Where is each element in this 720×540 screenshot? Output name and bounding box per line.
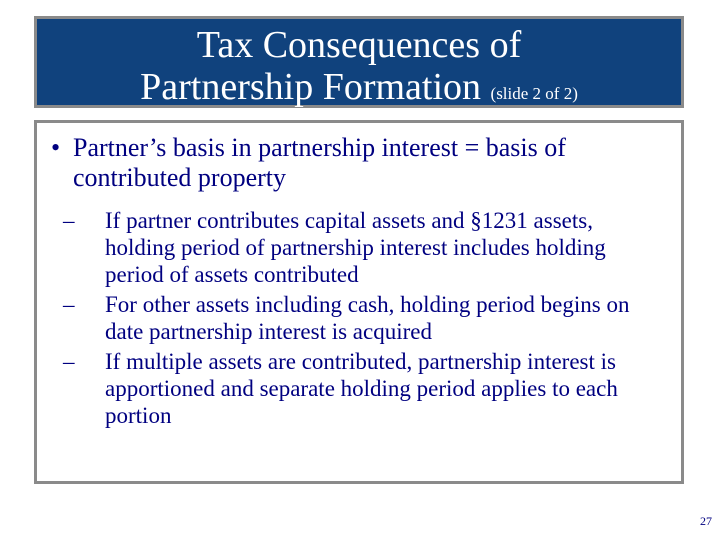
- sub-bullet-marker: –: [63, 208, 75, 233]
- sub-bullet-list: [63, 207, 663, 432]
- sub-bullet-item: [63, 291, 663, 345]
- sub-bullet-marker: –: [63, 349, 75, 374]
- page-number: 27: [700, 514, 712, 528]
- sub-bullet-text: If multiple assets are contributed, partnership interest is apportioned and separate holding period applies to each portion: [105, 349, 618, 428]
- main-bullet-text: Partner’s basis in partnership interest = basis of contributed property: [73, 133, 566, 192]
- slide-body-box: [34, 120, 684, 484]
- slide-title-suffix: (slide 2 of 2): [490, 84, 578, 103]
- sub-bullet-item: [63, 348, 663, 429]
- sub-bullet-text: For other assets including cash, holding period begins on date partnership interest is acquired: [105, 292, 630, 344]
- sub-bullet-marker: –: [63, 292, 75, 317]
- sub-bullet-text: If partner contributes capital assets and §1231 assets, holding period of partnership interest includes holding period of assets contributed: [105, 208, 606, 287]
- bullet-marker: •: [51, 133, 61, 162]
- slide-title-line-2: [37, 65, 681, 116]
- slide-title-line-1: Tax Consequences of: [196, 24, 522, 66]
- slide-title-box: [34, 16, 684, 108]
- main-bullet: [51, 133, 681, 193]
- sub-bullet-item: [63, 207, 663, 288]
- slide-title-main: Partnership Formation: [140, 66, 482, 108]
